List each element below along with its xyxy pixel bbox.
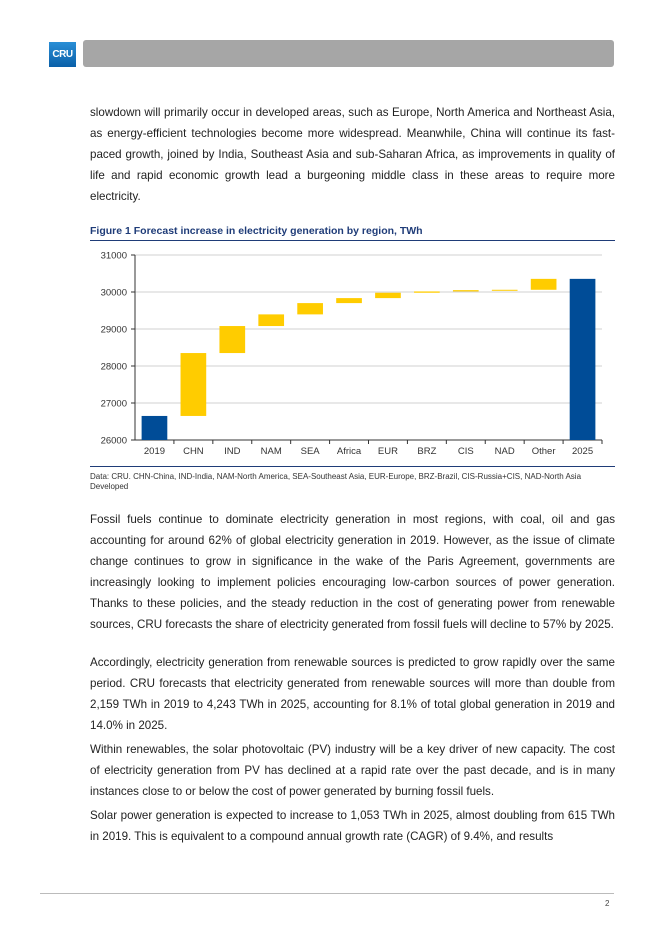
y-tick-label: 31000	[100, 250, 127, 262]
paragraph: Solar power generation is expected to increase to 1,053 TWh in 2025, almost doubling from 615 TWh in 2019. This is equivalent to a compound annual growth rate (CAGR) of 9.4%, and results	[90, 809, 615, 843]
bar-africa	[336, 298, 362, 303]
paragraph: slowdown will primarily occur in developed areas, such as Europe, North America and Northeast Asia, as energy-efficient technologies become more widespread. Meanwhile, China will continue its fast-paced growth, joined by India, Southeast Asia and sub-Saharan Africa, as improvements in quality of life and rapid economic growth lead a burgeoning middle class in these areas to require more electricity.	[90, 106, 615, 203]
y-tick-label: 27000	[100, 398, 127, 410]
header-bar	[83, 40, 614, 67]
x-tick-label: IND	[224, 446, 241, 457]
x-tick-label: Africa	[336, 446, 362, 457]
bar-ind	[219, 326, 245, 353]
bar-nad	[492, 290, 518, 291]
x-tick-label: CIS	[457, 446, 474, 457]
y-tick-label: 28000	[100, 361, 127, 373]
paragraph: Within renewables, the solar photovoltaic (PV) industry will be a key driver of new capacity. The cost of electricity generation from PV has declined at a rapid rate over the past decade, and is in many instances close to or below the cost of power generated by burning fossil fuels.	[90, 743, 615, 798]
x-tick-label: NAD	[494, 446, 515, 457]
divider	[90, 240, 615, 241]
divider	[90, 466, 615, 467]
bar-2025	[570, 279, 596, 440]
cru-logo: CRU	[49, 42, 76, 67]
y-tick-label: 30000	[100, 287, 127, 299]
bar-eur	[375, 293, 401, 298]
figure-title: Figure 1 Forecast increase in electricity generation by region, TWh	[90, 225, 423, 237]
bar-cis	[453, 290, 479, 291]
y-tick-label: 29000	[100, 324, 127, 336]
x-tick-label: 2019	[143, 446, 166, 457]
bar-other	[531, 279, 557, 290]
x-tick-label: 2025	[571, 446, 594, 457]
x-tick-label: Other	[531, 446, 556, 457]
bar-chn	[181, 353, 207, 416]
footer-line	[40, 893, 614, 894]
x-tick-label: BRZ	[417, 446, 437, 457]
x-tick-label: SEA	[300, 446, 320, 457]
waterfall-chart	[90, 245, 615, 465]
page-number: 2	[605, 899, 610, 908]
paragraph: Accordingly, electricity generation from renewable sources is predicted to grow rapidly over the same period. CRU forecasts that electricity generated from renewable sources will more than double from 2,159 TWh in 2019 to 4,243 TWh in 2025, accounting for 8.1% of total global generation in 2019 and 14.0% in 2025.	[90, 656, 615, 732]
x-tick-label: NAM	[260, 446, 282, 457]
bar-brz	[414, 291, 440, 292]
x-tick-label: EUR	[377, 446, 398, 457]
figure-note: Data: CRU. CHN-China, IND-India, NAM-North America, SEA-Southeast Asia, EUR-Europe, BRZ-Brazil, CIS-Russia+CIS, NAD-North Asia Developed	[90, 472, 582, 491]
bar-sea	[297, 303, 323, 314]
x-tick-label: CHN	[183, 446, 204, 457]
bar-2019	[142, 416, 168, 440]
y-tick-label: 26000	[100, 435, 127, 447]
bar-nam	[258, 314, 284, 326]
paragraph: Fossil fuels continue to dominate electricity generation in most regions, with coal, oil and gas accounting for around 62% of global electricity generation in 2019. However, as the issue of climate change continues to grow in significance in the wake of the Paris Agreement, governments are increasingly looking to implement policies encouraging low-carbon sources of power generation. Thanks to these policies, and the steady reduction in the cost of generating power from renewable sources, CRU forecasts the share of electricity generated from fossil fuels will decline to 57% by 2025.	[90, 513, 615, 631]
